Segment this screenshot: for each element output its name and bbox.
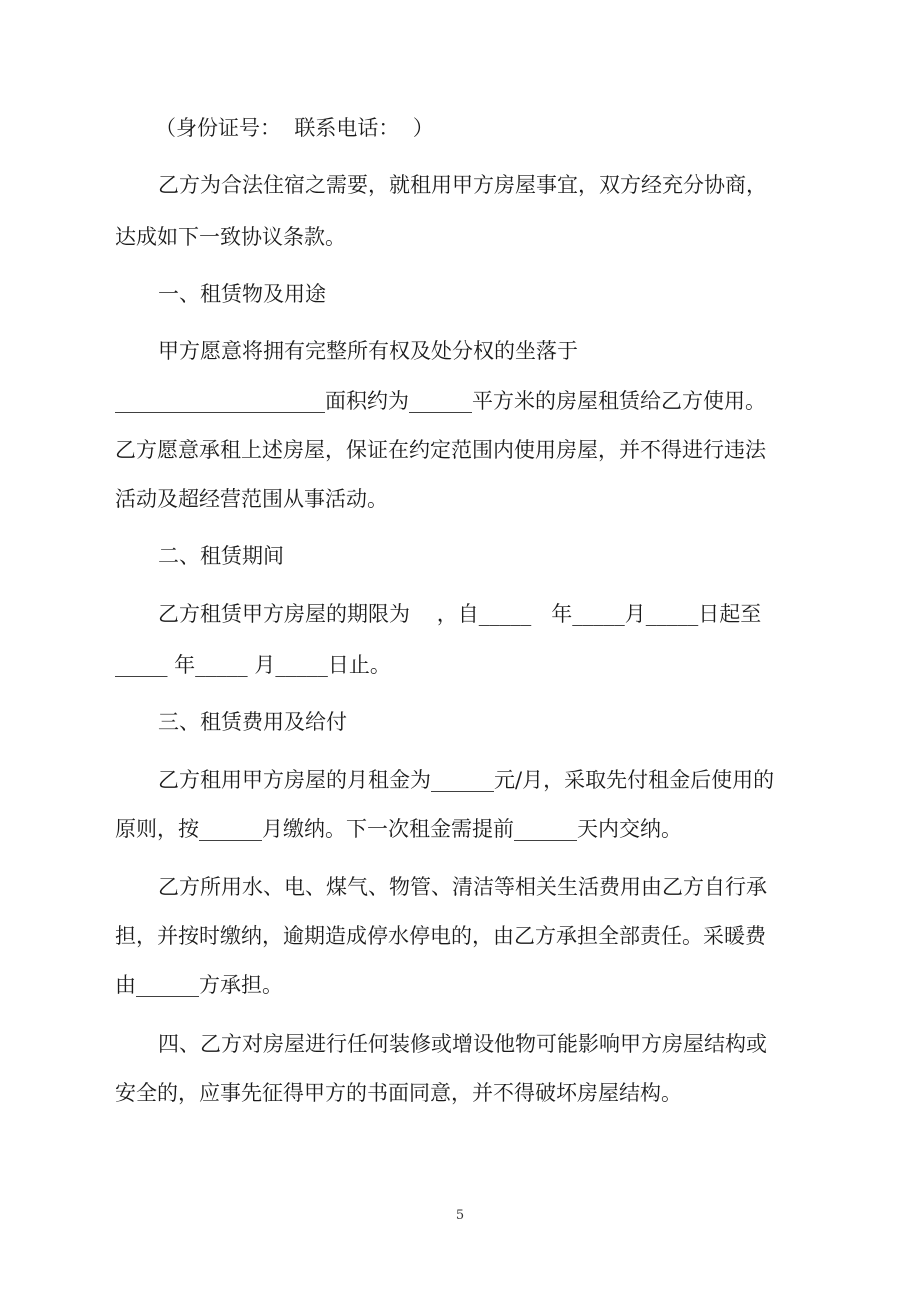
section2-paragraph-line-1: 乙方租赁甲方房屋的期限为 ，自_____ 年_____月_____日起至 — [158, 602, 762, 626]
section4-paragraph-line-2: 安全的，应事先征得甲方的书面同意，并不得破坏房屋结构。 — [115, 1081, 682, 1105]
section3-paragraph2-line-1: 乙方所用水、电、煤气、物管、清洁等相关生活费用由乙方自行承 — [158, 875, 767, 899]
section3-paragraph-line-2: 原则，按______月缴纳。下一次租金需提前______天内交纳。 — [115, 817, 682, 841]
section1-paragraph-line-1: 甲方愿意将拥有完整所有权及处分权的坐落于 — [158, 339, 578, 363]
page-number: 5 — [455, 1208, 465, 1223]
section-heading-2: 二、租赁期间 — [158, 544, 284, 568]
section3-paragraph-line-1: 乙方租用甲方房屋的月租金为______元/月，采取先付租金后使用的 — [158, 768, 775, 792]
section3-paragraph2-line-3: 由______方承担。 — [115, 973, 283, 997]
section4-paragraph-line-1: 四、乙方对房屋进行任何装修或增设他物可能影响甲方房屋结构或 — [158, 1032, 767, 1056]
section-heading-3: 三、租赁费用及给付 — [158, 710, 347, 734]
id-contact-line: （身份证号： 联系电话： ） — [155, 116, 434, 140]
intro-paragraph-line-2: 达成如下一致协议条款。 — [115, 225, 346, 249]
section1-paragraph-line-3: 乙方愿意承租上述房屋，保证在约定范围内使用房屋，并不得进行违法 — [115, 438, 766, 462]
section2-paragraph-line-2: _____ 年_____ 月_____日止。 — [115, 653, 391, 677]
section1-paragraph-line-4: 活动及超经营范围从事活动。 — [115, 487, 388, 511]
section3-paragraph2-line-2: 担，并按时缴纳，逾期造成停水停电的，由乙方承担全部责任。采暖费 — [115, 924, 766, 948]
intro-paragraph-line-1: 乙方为合法住宿之需要，就租用甲方房屋事宜，双方经充分协商， — [158, 173, 767, 197]
section1-paragraph-line-2: ____________________面积约为______平方米的房屋租赁给乙方使用。 — [115, 389, 766, 413]
section-heading-1: 一、租赁物及用途 — [158, 282, 326, 306]
